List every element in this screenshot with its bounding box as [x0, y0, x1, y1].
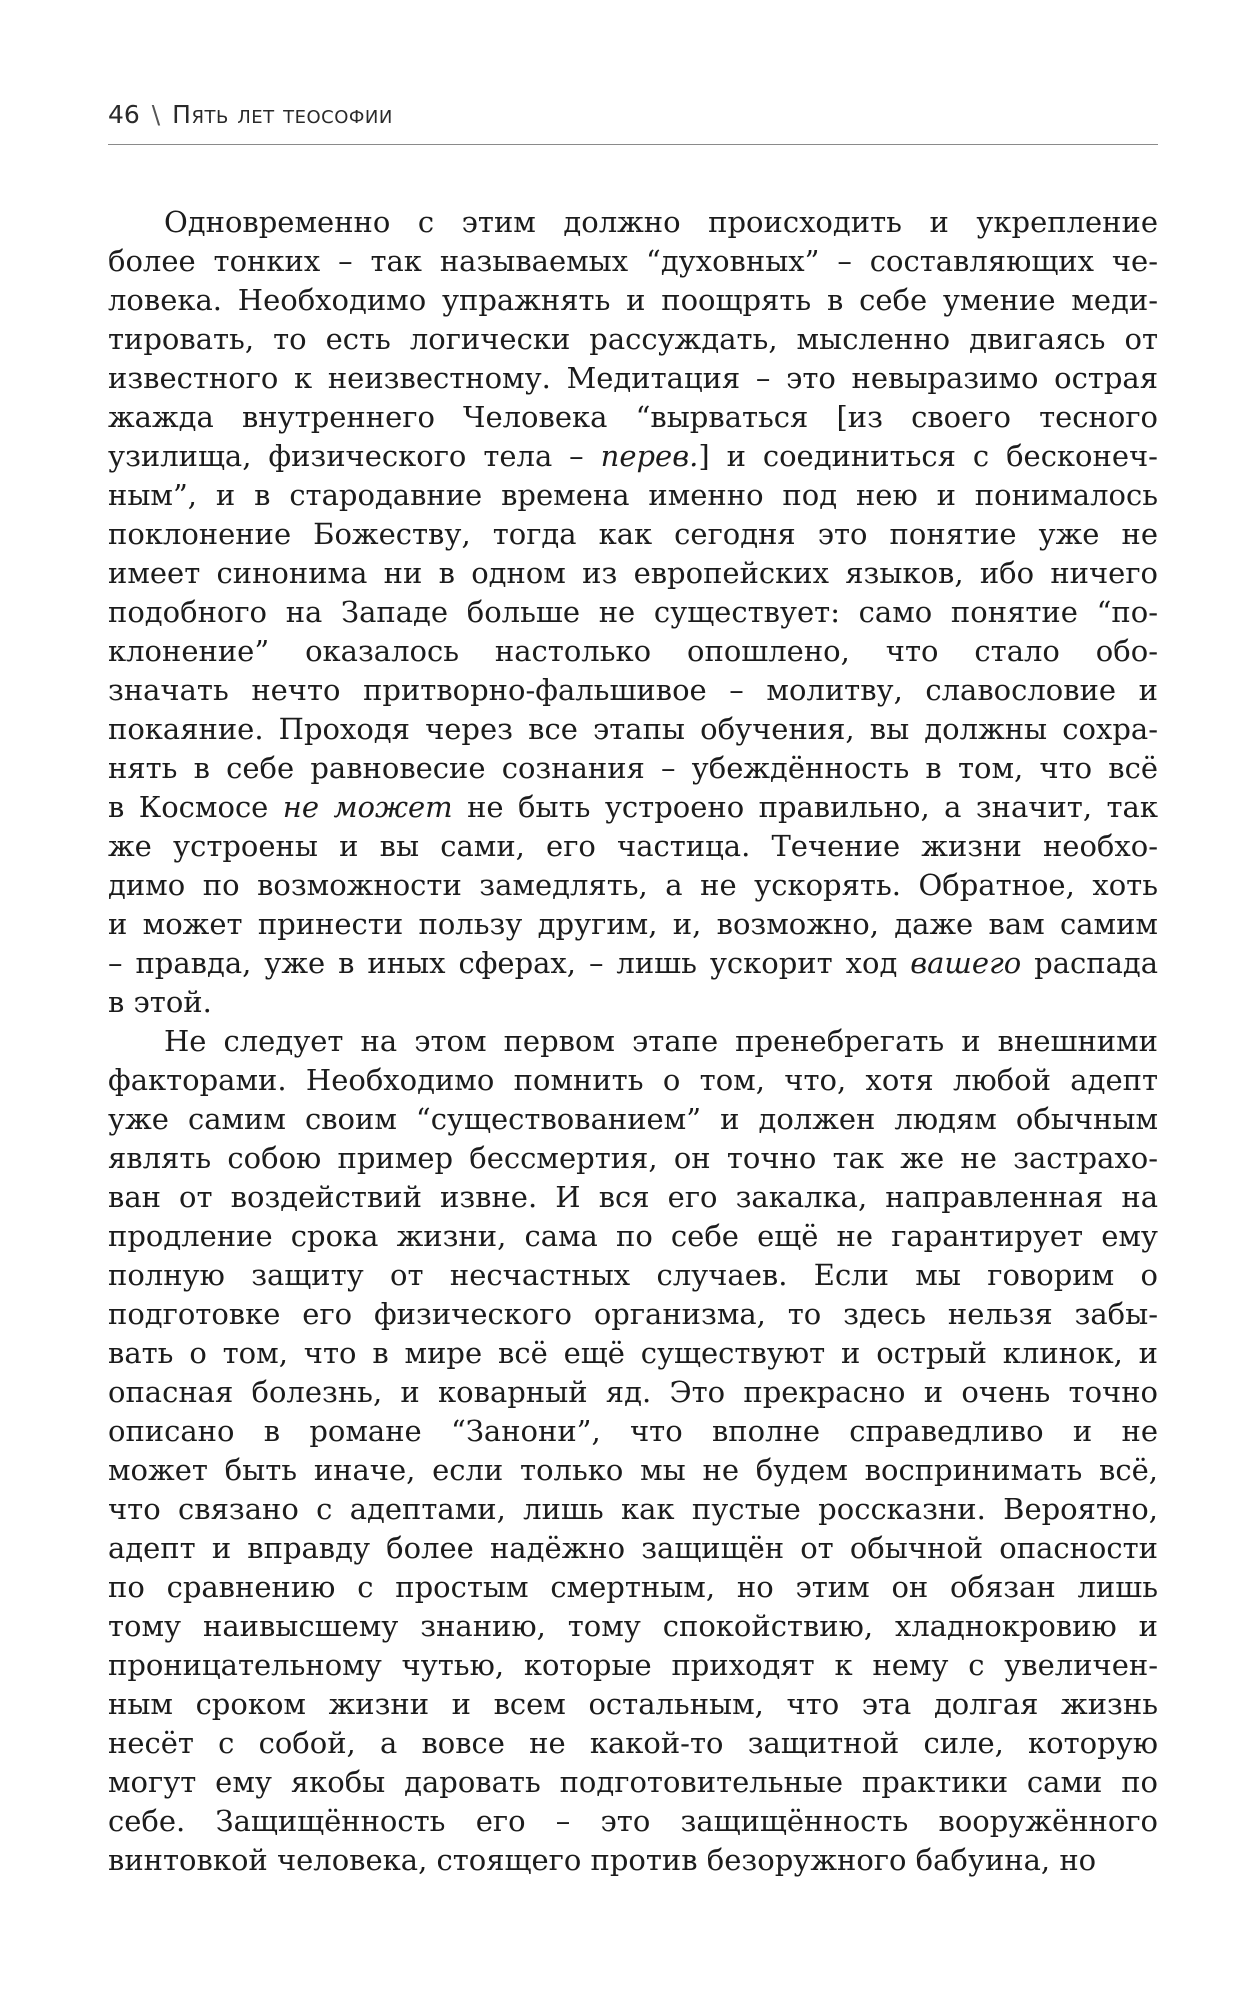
- text-line: [108, 1490, 1158, 1529]
- text-line: [108, 554, 1158, 593]
- text-line: [108, 1646, 1158, 1685]
- text-run: ным”, и в стародавние времена именно под нею и понималось: [108, 478, 1158, 512]
- text-line: [108, 1451, 1158, 1490]
- text-run: проницательному чутью, которые приходят к нему с увеличен-: [108, 1648, 1158, 1682]
- text-run: тому наивысшему знанию, тому спокойствию, хладнокровию и: [108, 1609, 1158, 1643]
- italic-text: вашего: [910, 946, 1022, 980]
- text-run: себе. Защищённость его – это защищённость вооружённого: [108, 1804, 1158, 1838]
- text-run: подобного на Западе больше не существует: само понятие “по-: [108, 595, 1158, 629]
- text-line: [108, 1685, 1158, 1724]
- text-run: в этой.: [108, 985, 212, 1019]
- text-run: нять в себе равновесие сознания – убеждённость в том, что всё: [108, 751, 1158, 785]
- text-line: [108, 983, 1158, 1022]
- text-run: имеет синонима ни в одном из европейских языков, ибо ничего: [108, 556, 1158, 590]
- text-line: [108, 281, 1158, 320]
- text-run: подготовке его физического организма, то здесь нельзя забы-: [108, 1297, 1158, 1331]
- text-run: – правда, уже в иных сферах, – лишь ускорит ход: [108, 946, 911, 980]
- text-line: [108, 398, 1158, 437]
- text-line: [108, 437, 1158, 476]
- text-line: [108, 593, 1158, 632]
- text-run: адепт и вправду более надёжно защищён от обычной опасности: [108, 1531, 1158, 1565]
- text-run: поклонение Божеству, тогда как сегодня это понятие уже не: [108, 517, 1158, 551]
- text-run: более тонких – так называемых “духовных” – составляющих че-: [108, 244, 1158, 278]
- text-run: винтовкой человека, стоящего против безоружного бабуина, но: [108, 1843, 1097, 1877]
- body-text: [108, 203, 1158, 1880]
- text-line: [108, 710, 1158, 749]
- text-run: полную защиту от несчастных случаев. Если мы говорим о: [108, 1258, 1158, 1292]
- text-run: вать о том, что в мире всё ещё существуют и острый клинок, и: [108, 1336, 1158, 1370]
- text-line: [108, 476, 1158, 515]
- text-run: уже самим своим “существованием” и должен людям обычным: [108, 1102, 1158, 1136]
- text-line: [108, 1217, 1158, 1256]
- text-run: же устроены и вы сами, его частица. Течение жизни необхо-: [108, 829, 1158, 863]
- text-line: [108, 1763, 1158, 1802]
- text-line: [108, 1529, 1158, 1568]
- text-line: [108, 1373, 1158, 1412]
- text-run: значать нечто притворно-фальшивое – молитву, славословие и: [108, 673, 1158, 707]
- text-line: [108, 671, 1158, 710]
- italic-text: перев.: [600, 439, 699, 473]
- text-run: ] и соединиться с бесконеч-: [698, 439, 1158, 473]
- text-line: [108, 203, 1158, 242]
- text-run: жажда внутреннего Человека “вырваться [из своего тесного: [108, 400, 1158, 434]
- text-run: Не следует на этом первом этапе пренебрегать и внешними: [164, 1024, 1158, 1058]
- text-line: [108, 905, 1158, 944]
- text-run: в Космосе: [108, 790, 283, 824]
- text-run: несёт с собой, а вовсе не какой-то защитной силе, которую: [108, 1726, 1158, 1760]
- text-line: [108, 1295, 1158, 1334]
- text-run: может быть иначе, если только мы не будем воспринимать всё,: [108, 1453, 1158, 1487]
- text-run: факторами. Необходимо помнить о том, что, хотя любой адепт: [108, 1063, 1158, 1097]
- text-run: клонение” оказалось настолько опошлено, что стало обо-: [108, 634, 1158, 668]
- text-run: известного к неизвестному. Медитация – это невыразимо острая: [108, 361, 1158, 395]
- text-run: димо по возможности замедлять, а не ускорять. Обратное, хоть: [108, 868, 1158, 902]
- book-title: Пять лет теософии: [172, 100, 393, 129]
- text-run: являть собою пример бессмертия, он точно так же не застрахо-: [108, 1141, 1158, 1175]
- text-line: [108, 1412, 1158, 1451]
- text-run: опасная болезнь, и коварный яд. Это прекрасно и очень точно: [108, 1375, 1158, 1409]
- text-line: [108, 1100, 1158, 1139]
- text-line: [108, 827, 1158, 866]
- text-run: и может принести пользу другим, и, возможно, даже вам самим: [108, 907, 1158, 941]
- text-run: по сравнению с простым смертным, но этим он обязан лишь: [108, 1570, 1158, 1604]
- text-run: узилища, физического тела –: [108, 439, 601, 473]
- text-line: [108, 242, 1158, 281]
- text-run: распада: [1021, 946, 1159, 980]
- text-line: [108, 1802, 1158, 1841]
- text-line: [108, 1139, 1158, 1178]
- text-line: [108, 1334, 1158, 1373]
- paragraph: [108, 203, 1158, 1022]
- italic-text: не может: [282, 790, 453, 824]
- text-run: покаяние. Проходя через все этапы обучения, вы должны сохра-: [108, 712, 1158, 746]
- text-run: не быть устроено правильно, а значит, так: [452, 790, 1158, 824]
- page-number: 46: [108, 100, 140, 129]
- text-run: ным сроком жизни и всем остальным, что эта долгая жизнь: [108, 1687, 1158, 1721]
- text-line: [108, 866, 1158, 905]
- text-line: [108, 1022, 1158, 1061]
- text-line: [108, 359, 1158, 398]
- header-separator: \: [151, 100, 161, 129]
- text-line: [108, 1568, 1158, 1607]
- text-line: [108, 1724, 1158, 1763]
- text-line: [108, 1607, 1158, 1646]
- text-run: Одновременно с этим должно происходить и укрепление: [164, 205, 1158, 239]
- text-line: [108, 632, 1158, 671]
- text-line: [108, 1256, 1158, 1295]
- text-line: [108, 515, 1158, 554]
- text-run: продление срока жизни, сама по себе ещё не гарантирует ему: [108, 1219, 1158, 1253]
- text-run: ван от воздействий извне. И вся его закалка, направленная на: [108, 1180, 1158, 1214]
- text-line: [108, 320, 1158, 359]
- text-line: [108, 1178, 1158, 1217]
- text-line: [108, 1061, 1158, 1100]
- running-header: [108, 98, 1158, 145]
- text-run: тировать, то есть логически рассуждать, мысленно двигаясь от: [108, 322, 1158, 356]
- text-line: [108, 944, 1158, 983]
- paragraph: [108, 1022, 1158, 1880]
- text-run: что связано с адептами, лишь как пустые россказни. Вероятно,: [108, 1492, 1158, 1526]
- text-line: [108, 1841, 1158, 1880]
- text-line: [108, 788, 1158, 827]
- text-run: ловека. Необходимо упражнять и поощрять в себе умение меди-: [108, 283, 1158, 317]
- text-run: могут ему якобы даровать подготовительные практики сами по: [108, 1765, 1158, 1799]
- text-line: [108, 749, 1158, 788]
- text-run: описано в романе “Занони”, что вполне справедливо и не: [108, 1414, 1158, 1448]
